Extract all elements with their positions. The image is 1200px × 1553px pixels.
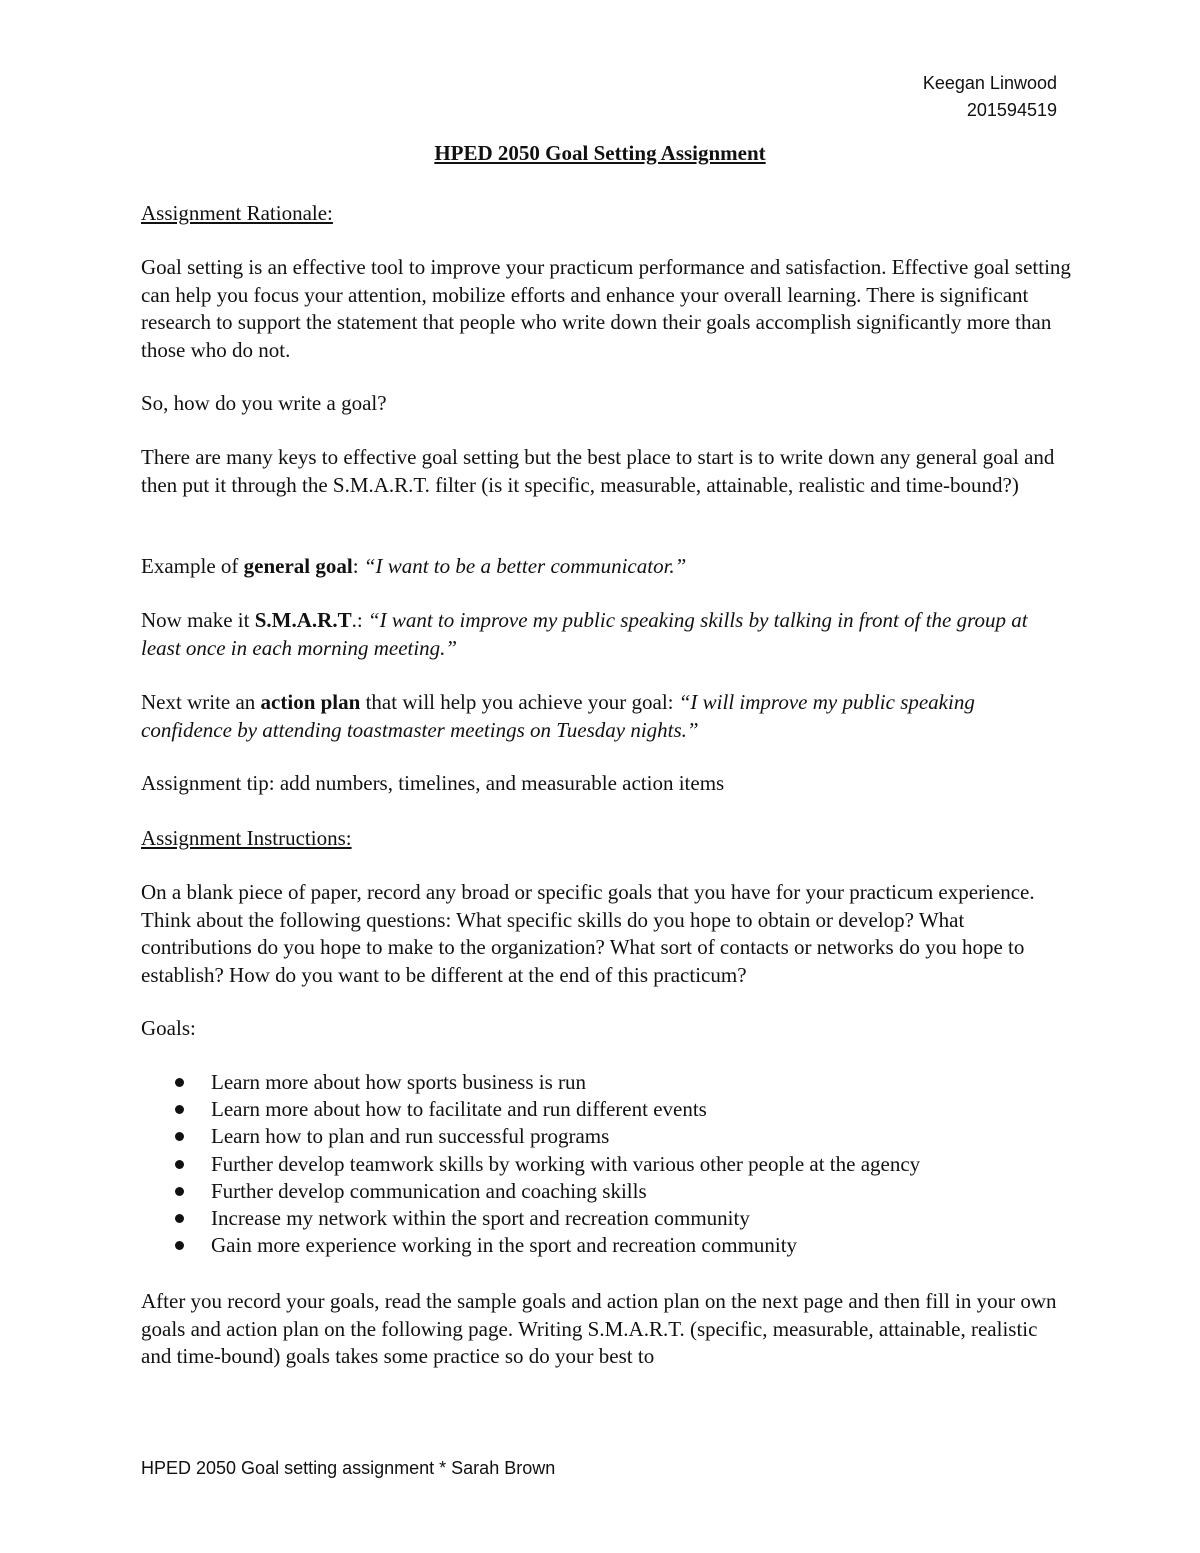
bullet-icon	[175, 1214, 184, 1223]
action-plan-middle: that will help you achieve your goal:	[360, 690, 679, 714]
smart-goal-colon: .:	[351, 608, 368, 632]
rationale-heading-text: Assignment Rationale:	[141, 201, 333, 225]
bullet-icon	[175, 1241, 184, 1250]
author-name: Keegan Linwood	[922, 73, 1057, 93]
bullet-icon	[175, 1078, 184, 1087]
general-goal-colon: :	[352, 554, 364, 578]
instructions-paragraph: On a blank piece of paper, record any broad or specific goals that you have for your practicum experience. Think about the following questions: What specific skills do you hope to obtain or develop? What contributions do you hope to make to the organization? What sort of contacts or networks do you hope to establish? How do you want to be different at the end of this practicum?	[141, 880, 1035, 987]
page-header	[923, 70, 1057, 124]
general-goal-example	[141, 553, 1071, 581]
list-item	[141, 1123, 1071, 1150]
assignment-tip: Assignment tip: add numbers, timelines, and measurable action items	[141, 771, 725, 795]
action-plan-example	[141, 689, 1071, 744]
general-goal-prefix: Example of	[141, 554, 244, 578]
list-item	[141, 1205, 1071, 1232]
goals-list-container	[141, 1069, 1071, 1259]
goals-label: Goals:	[141, 1016, 196, 1040]
bullet-icon	[175, 1132, 184, 1141]
action-plan-prefix: Next write an	[141, 690, 261, 714]
list-item	[141, 1151, 1071, 1178]
keys-paragraph: There are many keys to effective goal setting but the best place to start is to write down any general goal and then put it through the S.M.A.R.T. filter (is it specific, measurable, attainable, realistic and time-bound?)	[141, 445, 1055, 497]
student-id: 201594519	[966, 100, 1057, 120]
goal-text: Further develop communication and coaching skills	[211, 1178, 647, 1203]
goal-text: Gain more experience working in the sport and recreation community	[211, 1233, 798, 1258]
goal-text: Further develop teamwork skills by working with various other people at the agency	[211, 1151, 921, 1176]
closing-paragraph: After you record your goals, read the sample goals and action plan on the next page and then fill in your own goals and action plan on the following page. Writing S.M.A.R.T. (specific, measurable, attainable, realistic and time-bound) goals takes some practice so do your best to	[141, 1289, 1057, 1368]
goal-text: Learn how to plan and run successful programs	[211, 1124, 610, 1149]
action-plan-quote: “I will improve my public speaking confidence by attending toastmaster meetings on Tuesday nights.”	[141, 690, 975, 742]
general-goal-term: general goal	[243, 554, 353, 578]
instructions-heading	[141, 825, 1071, 853]
goals-list	[141, 1069, 1071, 1259]
list-item	[141, 1096, 1071, 1123]
list-item	[141, 1069, 1071, 1096]
bullet-icon	[175, 1187, 184, 1196]
goal-text: Learn more about how sports business is run	[211, 1070, 587, 1094]
goal-text: Increase my network within the sport and recreation community	[211, 1205, 750, 1230]
rationale-paragraph: Goal setting is an effective tool to improve your practicum performance and satisfaction. Effective goal setting can help you focus your attention, mobilize efforts and enhance your overall learning. There is significant research to support the statement that people who write down their goals accomplish significantly more than those who do not.	[141, 255, 1071, 362]
rationale-heading	[141, 200, 1071, 228]
document-title: HPED 2050 Goal Setting Assignment	[434, 141, 766, 165]
action-plan-term: action plan	[260, 690, 361, 714]
general-goal-quote: “I want to be a better communicator.”	[363, 554, 687, 578]
page-footer: HPED 2050 Goal setting assignment * Sarah Brown	[141, 1458, 556, 1478]
goal-text: Learn more about how to facilitate and run different events	[211, 1097, 707, 1122]
list-item	[141, 1232, 1071, 1259]
smart-goal-prefix: Now make it	[141, 608, 255, 632]
smart-goal-example	[141, 607, 1071, 662]
bullet-icon	[175, 1160, 184, 1169]
list-item	[141, 1178, 1071, 1205]
bullet-icon	[175, 1105, 184, 1114]
question-line: So, how do you write a goal?	[141, 391, 387, 415]
smart-goal-quote: “I want to improve my public speaking skills by talking in front of the group at least once in each morning meeting.”	[141, 608, 1028, 660]
smart-goal-term: S.M.A.R.T	[254, 608, 352, 632]
instructions-heading-text: Assignment Instructions:	[141, 826, 352, 850]
